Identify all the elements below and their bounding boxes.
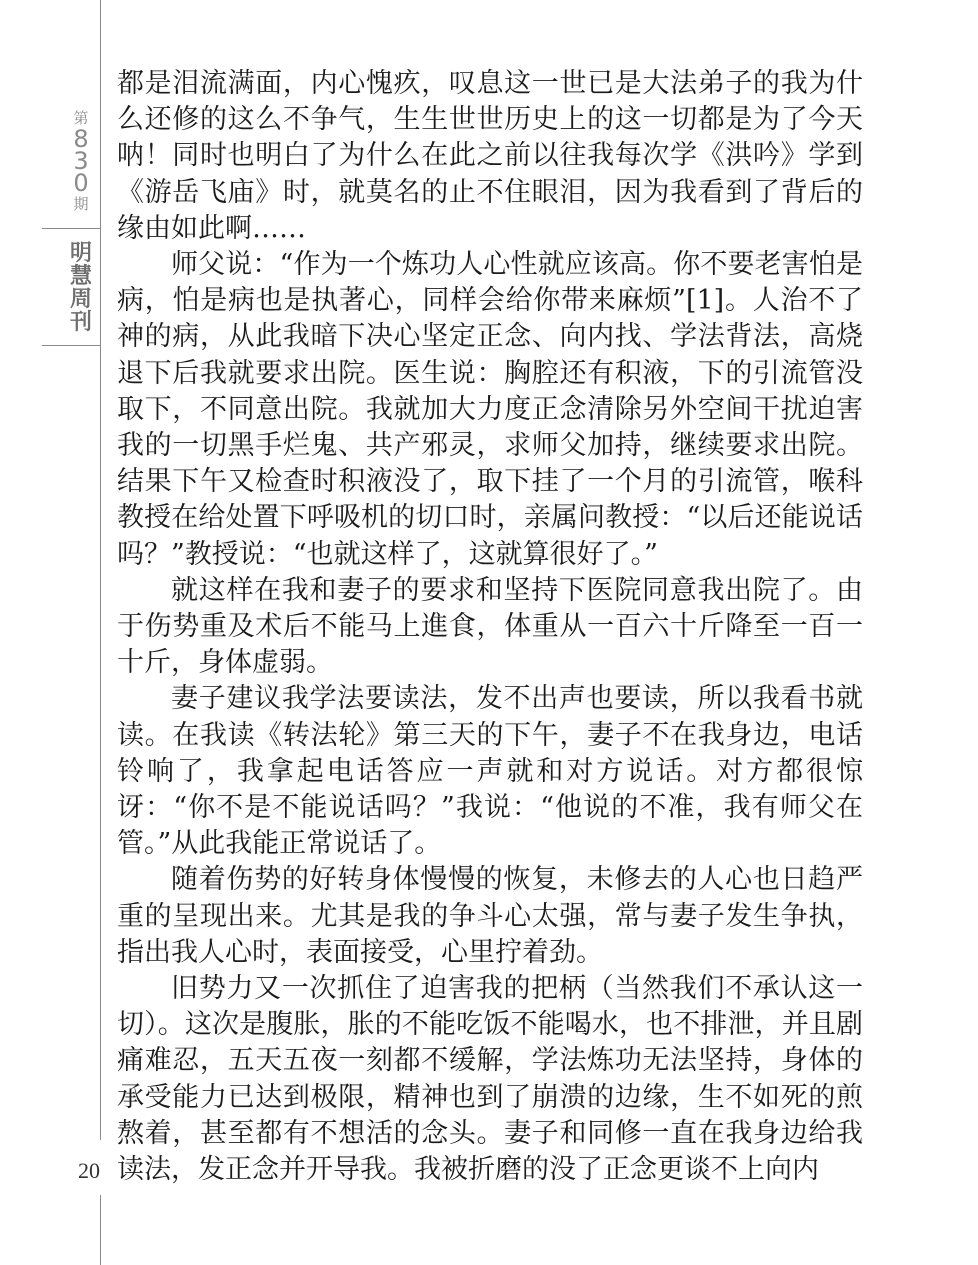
publication-char: 慧	[69, 264, 92, 289]
margin-rule-bottom	[100, 1195, 101, 1265]
issue-prefix: 第	[73, 109, 89, 127]
sidebar-divider-top	[42, 228, 100, 229]
paragraph: 就这样在我和妻子的要求和坚持下医院同意我出院了。由于伤势重及术后不能马上進食，体重从一百六十斤降至一百一十斤，身体虚弱。	[117, 574, 863, 679]
page-number: 20	[78, 1158, 100, 1183]
publication-char: 周	[69, 287, 92, 312]
sidebar-divider-bottom	[42, 345, 100, 346]
issue-digit: 8	[73, 125, 89, 153]
margin-rule-top	[100, 0, 101, 1140]
publication-char: 明	[69, 241, 92, 266]
paragraph: 随着伤势的好转身体慢慢的恢复，未修去的人心也日趋严重的呈现出来。尤其是我的争斗心太强，常与妻子发生争执，指出我人心时，表面接受，心里拧着劲。	[117, 864, 863, 968]
issue-digits	[62, 125, 100, 197]
paragraph: 妻子建议我学法要读法，发不出声也要读，所以我看书就读。在我读《转法轮》第三天的下午，妻子不在我身边，电话铃响了，我拿起电话答应一声就和对方说话。对方都很惊讶：“你不是不能说话吗？”我说：“他说的不准，我有师父在管。”从此我能正常说话了。	[117, 683, 863, 860]
paragraph: 旧势力又一次抓住了迫害我的把柄（当然我们不承认这一切）。这次是腹胀，胀的不能吃饭不能喝水，也不排泄，并且剧痛难忍，五天五夜一刻都不缓解，学法炼功无法坚持，身体的承受能力已达到极限，精神也到了崩溃的边缘，生不如死的煎熬着，甚至都有不想活的念头。妻子和同修一直在我身边给我读法，发正念并开导我。我被折磨的没了正念更谈不上向内	[117, 973, 863, 1186]
article-body	[117, 66, 863, 1188]
publication-title	[62, 242, 100, 334]
issue-digit: 0	[73, 169, 89, 197]
issue-suffix: 期	[73, 195, 89, 213]
paragraph: 都是泪流满面，内心愧疚，叹息这一世已是大法弟子的我为什么还修的这么不争气，生生世世历史上的这一切都是为了今天呐！同时也明白了为什么在此之前以往我每次学《洪吟》学到《游岳飞庙》时，就莫名的止不住眼泪，因为我看到了背后的缘由如此啊……	[117, 68, 863, 244]
issue-digit: 3	[73, 147, 89, 175]
paragraph: 师父说：“作为一个炼功人心性就应该高。你不要老害怕是病，怕是病也是执著心，同样会给你带来麻烦”[1]。人治不了神的病，从此我暗下决心坚定正念、向内找、学法背法，高烧退下后我就要求出院。医生说：胸腔还有积液，下的引流管没取下，不同意出院。我就加大力度正念清除另外空间干扰迫害我的一切黑手烂鬼、共产邪灵，求师父加持，继续要求出院。结果下午又检查时积液没了，取下挂了一个月的引流管，喉科教授在给处置下呼吸机的切口时，亲属问教授：“以后还能说话吗？”教授说：“也就这样了，这就算很好了。”	[117, 249, 863, 570]
issue-number	[62, 108, 100, 214]
publication-char: 刊	[69, 310, 92, 335]
